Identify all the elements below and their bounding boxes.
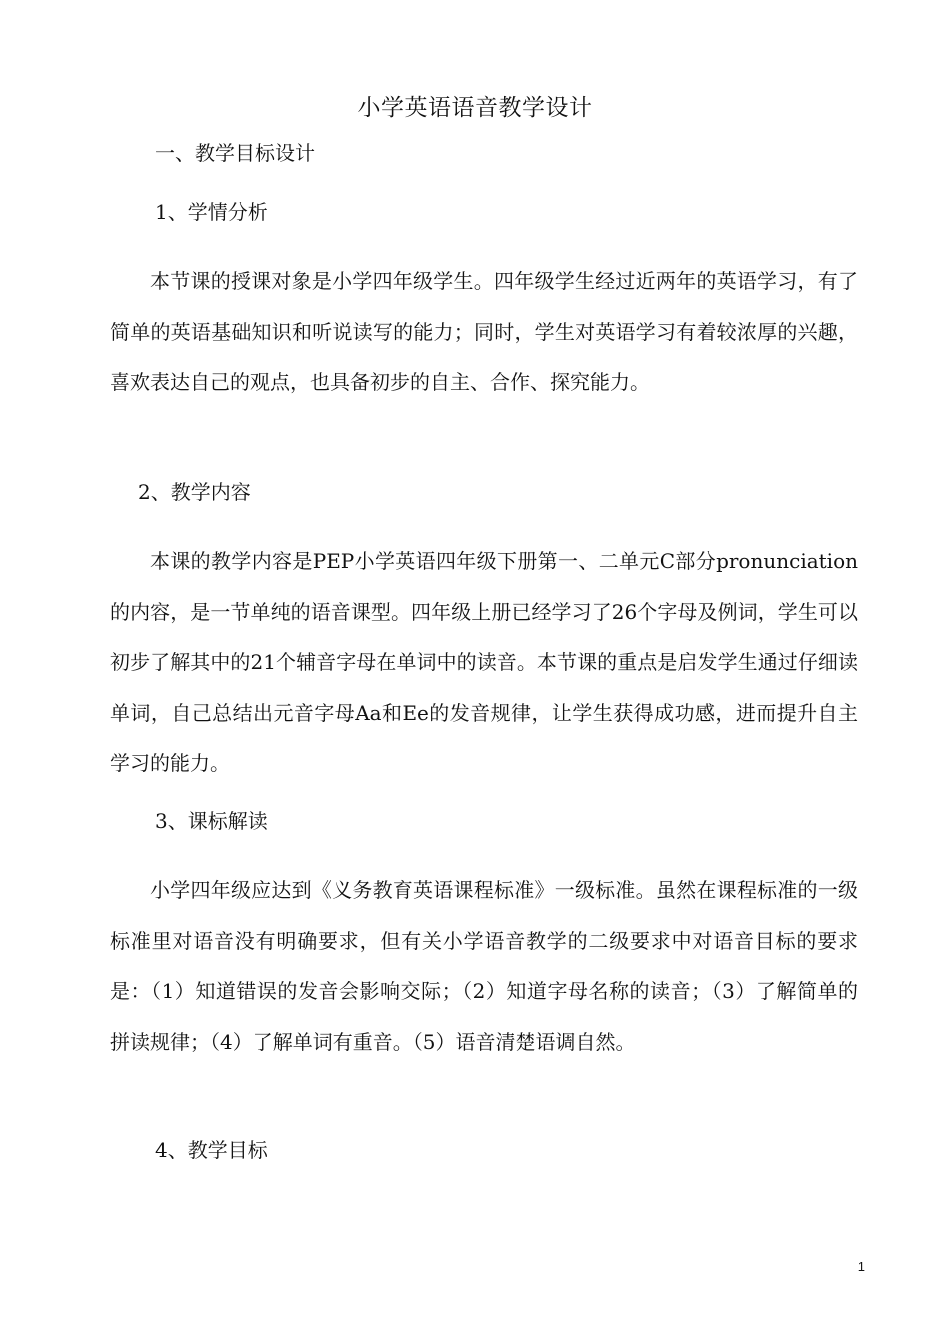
subheading-student-analysis: 1、学情分析 [155, 200, 268, 224]
paragraph-curriculum-reading: 小学四年级应达到《义务教育英语课程标准》一级标准。虽然在课程标准的一级标准里对语音没有明确要求，但有关小学语音教学的二级要求中对语音目标的要求是：（1）知道错误的发音会影响交际；（2）知道字母名称的读音；（3）了解简单的拼读规律；（4）了解单词有重音。（5）语音清楚语调自然。 [110, 878, 858, 1054]
subheading-teaching-content: 2、教学内容 [138, 480, 251, 504]
section-heading-goals: 一、教学目标设计 [155, 141, 315, 165]
document-title: 小学英语语音教学设计 [357, 95, 593, 121]
subheading-teaching-objectives: 4、教学目标 [155, 1138, 268, 1162]
page-number: 1 [857, 1259, 865, 1274]
paragraph-student-analysis: 本节课的授课对象是小学四年级学生。四年级学生经过近两年的英语学习，有了简单的英语基础知识和听说读写的能力；同时，学生对英语学习有着较浓厚的兴趣，喜欢表达自己的观点，也具备初步的自主、合作、探究能力。 [110, 269, 858, 394]
subheading-curriculum-reading: 3、课标解读 [155, 809, 268, 833]
paragraph-teaching-content: 本课的教学内容是PEP小学英语四年级下册第一、二单元C部分pronunciation的内容，是一节单纯的语音课型。四年级上册已经学习了26个字母及例词，学生可以初步了解其中的21个辅音字母在单词中的读音。本节课的重点是启发学生通过仔细读单词，自己总结出元音字母Aa和Ee的发音规律，让学生获得成功感，进而提升自主学习的能力。 [110, 549, 858, 775]
